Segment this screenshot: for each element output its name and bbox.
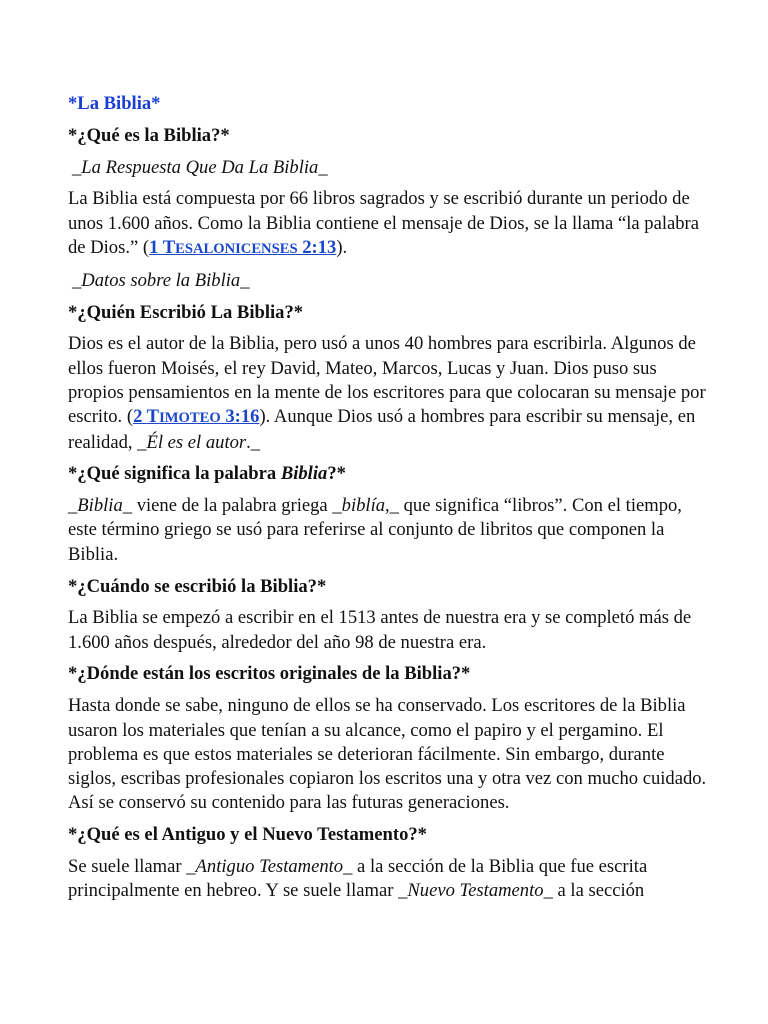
subheading-datos: _Datos sobre la Biblia_ (72, 269, 250, 291)
scripture-link-2-timoteo[interactable]: 2 TIMOTEO 3:16 (133, 406, 260, 428)
italic-text: Nuevo Testamento (407, 880, 544, 902)
subheading-respuesta: _La Respuesta Que Da La Biblia_ (72, 156, 328, 178)
paragraph-text: ._ (246, 431, 261, 453)
paragraph-testamentos: Se suele llamar _Antiguo Testamento_ a la sección de la Biblia que fue escrita principalmente en hebreo. Y se suele llamar _Nuevo Testamento_ a la sección (68, 856, 648, 902)
paragraph-originales: Hasta donde se sabe, ninguno de ellos se ha conservado. Los escritores de la Biblia usaron los materiales que tenían a su alcance, como el papiro y el pergamino. El problema es que estos materiales se deterioran fácilmente. Sin embargo, durante siglos, escribas profesionales copiaron los escritos una y otra vez con mucho cuidado. Así se conservó su contenido para las futuras generaciones. (68, 695, 707, 814)
paragraph-cuando: La Biblia se empezó a escribir en el 1513 antes de nuestra era y se completó más de 1.600 años después, alrededor del año 98 de nuestra era. (68, 607, 692, 653)
paragraph-text: Dios es el autor de la Biblia, pero usó a unos 40 hombres para escribirla. Algunos de ellos fueron Moisés, el rey David, Mateo, Marcos, Lucas y Juan. Dios puso sus propios pensamientos en la mente de los escritores para que colocaran su mensaje por escrito. ( (68, 333, 706, 428)
heading-antiguo-nuevo: *¿Qué es el Antiguo y el Nuevo Testamento?* (68, 824, 427, 846)
heading-donde-estan: *¿Dónde están los escritos originales de la Biblia?* (68, 663, 471, 685)
document-title: *La Biblia* (68, 93, 161, 114)
heading-que-significa: *¿Qué significa la palabra Biblia?* (68, 463, 346, 485)
scripture-link-1-tesalonicenses[interactable]: 1 TESALONICENSES 2:13 (149, 236, 337, 258)
document-content (68, 92, 708, 911)
italic-text: _Biblia_ (68, 495, 133, 517)
paragraph-significado: _Biblia_ viene de la palabra griega _biblía,_ que significa “libros”. Con el tiempo, este término griego se usó para referirse al conjunto de libritos que componen la Biblia. (68, 495, 682, 565)
paragraph-intro (68, 187, 708, 261)
paragraph-text: ). (336, 236, 348, 258)
italic-text: Biblia (280, 463, 328, 485)
heading-que-es-la-biblia: *¿Qué es la Biblia?* (68, 124, 230, 146)
paragraph-text: ). Aunque Dios usó a hombres para escribir su mensaje, en realidad, _ (68, 406, 696, 453)
italic-text: Él es el autor (146, 431, 247, 453)
paragraph-text: La Biblia está compuesta por 66 libros sagrados y se escribió durante un periodo de unos 1.600 años. Como la Biblia contiene el mensaje de Dios, se la llama “la palabra de Dios.” ( (68, 188, 699, 258)
paragraph-autores (68, 332, 708, 454)
italic-text: Antiguo Testamento (195, 856, 344, 878)
heading-quien-escribio: *¿Quién Escribió La Biblia?* (68, 301, 304, 323)
italic-text: biblía (341, 495, 386, 517)
heading-cuando-se-escribio: *¿Cuándo se escribió la Biblia?* (68, 575, 327, 597)
